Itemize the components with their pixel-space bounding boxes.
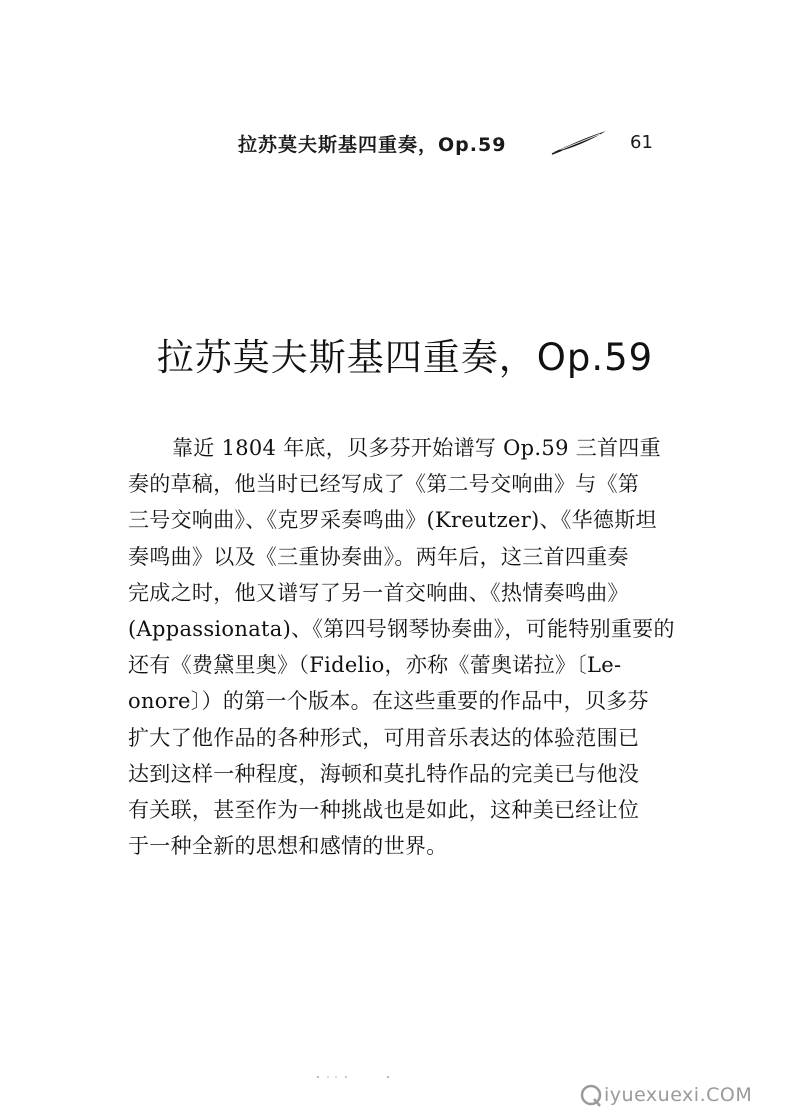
body-line: 达到这样一种程度，海顿和莫扎特作品的完美已与他没: [128, 761, 640, 786]
chapter-title: 拉苏莫夫斯基四重奏，Op.59: [156, 335, 654, 379]
body-line: 奏鸣曲》以及《三重协奏曲》。两年后，这三首四重奏: [128, 544, 629, 569]
body-line: (Appassionata)、《第四号钢琴协奏曲》，可能特别重要的: [128, 616, 675, 641]
watermark-text: iyuexuexi.COM: [604, 1084, 753, 1106]
body-line: 还有《费黛里奥》（Fidelio，亦称《蕾奥诺拉》〔Le-: [128, 653, 622, 678]
body-paragraph: [128, 430, 693, 864]
running-header: [238, 128, 658, 160]
body-line: 扩大了他作品的各种形式，可用音乐表达的体验范围已: [128, 725, 640, 750]
body-line: onore〕）的第一个版本。在这些重要的作品中，贝多芬: [128, 689, 649, 714]
body-line: 于一种全新的思想和感情的世界。: [128, 834, 448, 859]
body-line: 有关联，甚至作为一种挑战也是如此，这种美已经让位: [128, 797, 640, 822]
q-logo-icon: [578, 1082, 604, 1108]
body-line: 三号交响曲》、《克罗采奏鸣曲》(Kreutzer)、《华德斯坦: [128, 508, 657, 533]
site-watermark: [578, 1080, 788, 1110]
body-line: 靠近 1804 年底，贝多芬开始谱写 Op.59 三首四重: [172, 436, 661, 460]
quill-pen-icon: [550, 128, 610, 156]
scan-specks: [316, 1075, 396, 1079]
body-line: 奏的草稿，他当时已经写成了《第二号交响曲》与《第: [128, 472, 640, 497]
running-title: 拉苏莫夫斯基四重奏，Op.59: [238, 134, 507, 156]
body-line: 完成之时，他又谱写了另一首交响曲、《热情奏鸣曲》: [128, 580, 629, 605]
page-number: 61: [630, 132, 653, 153]
